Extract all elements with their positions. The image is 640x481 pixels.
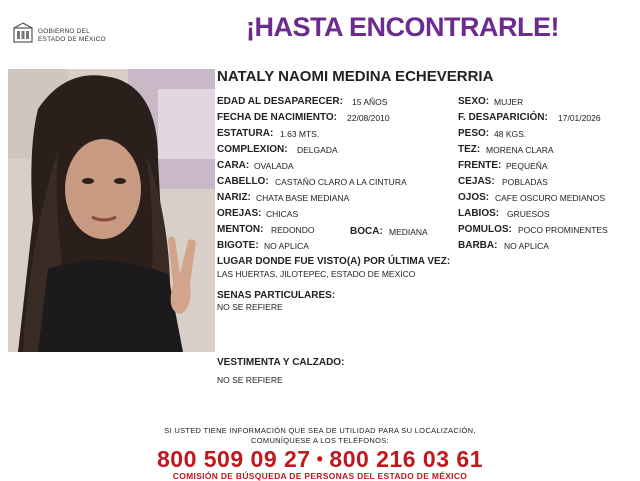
height-value: 1.63 MTS.	[280, 129, 320, 139]
nose-label: NARIZ:	[217, 192, 251, 203]
weight-label: PESO:	[458, 128, 490, 139]
lips-value: GRUESOS	[507, 209, 550, 219]
forehead-value: PEQUEÑA	[506, 161, 548, 171]
logo-line-1: GOBIERNO DEL	[38, 28, 90, 35]
build-label: COMPLEXION:	[217, 144, 288, 155]
hair-value: CASTAÑO CLARO A LA CINTURA	[275, 177, 407, 187]
government-logo	[12, 20, 122, 50]
hair-label: CABELLO:	[217, 176, 269, 187]
birthdate-label: FECHA DE NACIMIENTO:	[217, 112, 337, 123]
logo-line-2: ESTADO DE MÉXICO	[38, 36, 106, 43]
person-name: NATALY NAOMI MEDINA ECHEVERRIA	[217, 68, 494, 85]
build-value: DELGADA	[297, 145, 338, 155]
chin-value: REDONDO	[271, 225, 315, 235]
last-seen-value: LAS HUERTAS, JILOTEPEC, ESTADO DE MEXICO	[217, 269, 416, 279]
mustache-label: BIGOTE:	[217, 240, 259, 251]
eyebrows-value: POBLADAS	[502, 177, 548, 187]
eyes-label: OJOS:	[458, 192, 490, 203]
contact-instruction-line-1: SI USTED TIENE INFORMACIÓN QUE SEA DE UTILIDAD PARA SU LOCALIZACIÓN,	[164, 426, 476, 435]
last-seen-label: LUGAR DONDE FUE VISTO(A) POR ÚLTIMA VEZ:	[217, 256, 451, 267]
marks-label: SENAS PARTICULARES:	[217, 290, 336, 301]
ears-label: OREJAS:	[217, 208, 262, 219]
clothing-value: NO SE REFIERE	[217, 375, 283, 385]
age-value: 15 AÑOS	[352, 97, 388, 107]
missing-person-photo	[8, 69, 215, 352]
phone-number-1[interactable]: 800 509 09 27	[157, 446, 311, 472]
disappearance-date-label: F. DESAPARICIÓN:	[458, 112, 548, 123]
cheekbones-value: POCO PROMINENTES	[518, 225, 608, 235]
face-label: CARA:	[217, 160, 250, 171]
complexion-tone-label: TEZ:	[458, 144, 481, 155]
face-value: OVALADA	[254, 161, 294, 171]
phone-numbers	[0, 446, 640, 473]
height-label: ESTATURA:	[217, 128, 274, 139]
forehead-label: FRENTE:	[458, 160, 502, 171]
birthdate-value: 22/08/2010	[347, 113, 390, 123]
cheekbones-label: POMULOS:	[458, 224, 512, 235]
lips-label: LABIOS:	[458, 208, 500, 219]
phone-number-2[interactable]: 800 216 03 61	[329, 446, 483, 472]
complexion-tone-value: MORENA CLARA	[486, 145, 554, 155]
commission-name: COMISIÓN DE BÚSQUEDA DE PERSONAS DEL ESTADO DE MÉXICO	[172, 471, 468, 481]
nose-value: CHATA BASE MEDIANA	[256, 193, 350, 203]
contact-instruction-line-2: COMUNÍQUESE A LOS TELÉFONOS:	[251, 436, 389, 445]
marks-value: NO SE REFIERE	[217, 302, 283, 312]
sex-label: SEXO:	[458, 96, 490, 107]
eyebrows-label: CEJAS:	[458, 176, 495, 187]
state-emblem-icon	[12, 22, 34, 44]
mustache-value: NO APLICA	[264, 241, 309, 251]
beard-value: NO APLICA	[504, 241, 549, 251]
weight-value: 48 KGS.	[494, 129, 527, 139]
mouth-value: MEDIANA	[389, 227, 428, 237]
beard-label: BARBA:	[458, 240, 498, 251]
eyes-value: CAFE OSCURO MEDIANOS	[495, 193, 606, 203]
clothing-label: VESTIMENTA Y CALZADO:	[217, 357, 345, 368]
ears-value: CHICAS	[266, 209, 299, 219]
phone-separator: •	[316, 449, 324, 469]
age-label: EDAD AL DESAPARECER:	[217, 96, 343, 107]
disappearance-date-value: 17/01/2026	[558, 113, 601, 123]
headline: ¡HASTA ENCONTRARLE!	[246, 12, 559, 42]
chin-label: MENTON:	[217, 224, 264, 235]
sex-value: MUJER	[494, 97, 524, 107]
mouth-label: BOCA:	[350, 226, 383, 237]
portrait-image	[8, 69, 215, 352]
